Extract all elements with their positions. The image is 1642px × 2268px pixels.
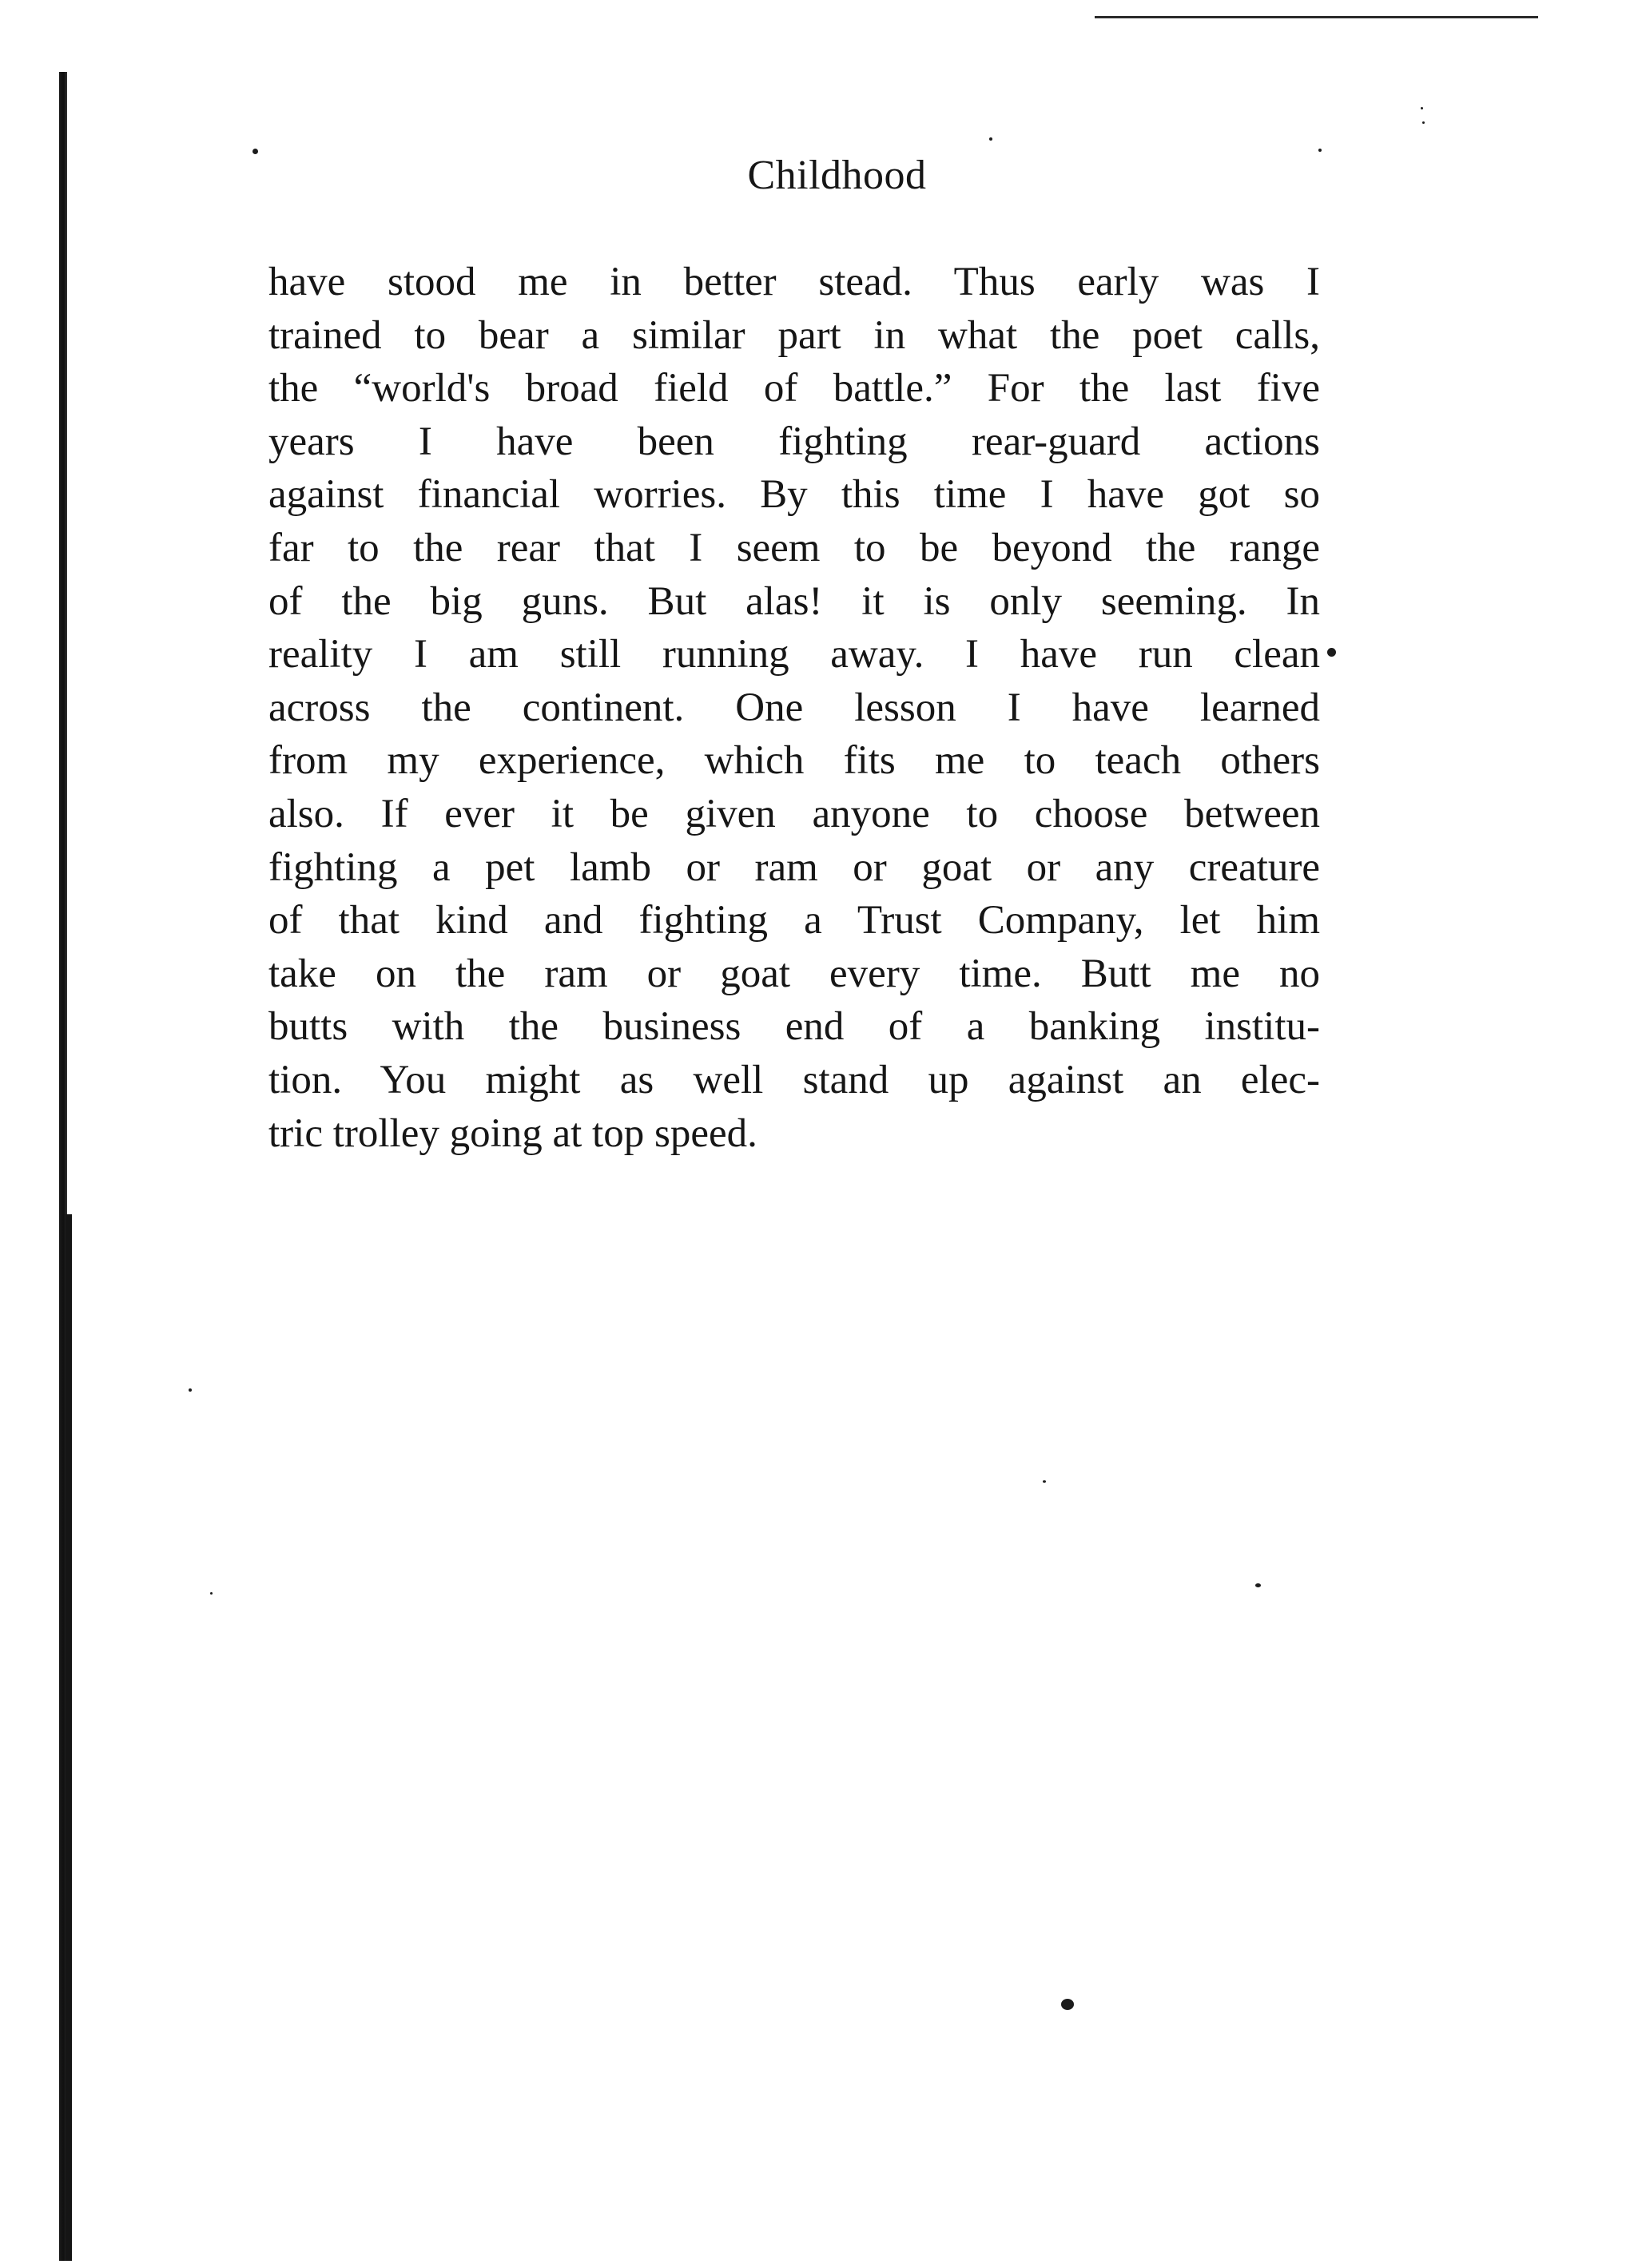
- scan-speck: [1422, 121, 1425, 124]
- running-head-text: Childhood: [747, 153, 927, 198]
- text-line: far to the rear that I seem to be beyond the range: [268, 525, 1320, 570]
- scan-speck: [1255, 1583, 1261, 1587]
- text-line: from my experience, which fits me to teach others: [268, 738, 1320, 784]
- text-line: tion. You might as well stand up against an elec-: [268, 1057, 1320, 1102]
- scan-speck: [1061, 1999, 1074, 2010]
- body-paragraph: [268, 256, 1320, 1160]
- text-line: years I have been fighting rear-guard actions: [268, 419, 1320, 464]
- text-line: the “world's broad field of battle.” For the last five: [268, 366, 1320, 411]
- text-line: also. If ever it be given anyone to choose between: [268, 791, 1320, 836]
- running-head: [0, 152, 1642, 199]
- scan-speck: [1043, 1480, 1046, 1483]
- text-line: take on the ram or goat every time. Butt me no: [268, 951, 1320, 996]
- top-edge-rule: [1095, 16, 1538, 18]
- text-line: have stood me in better stead. Thus early was I: [268, 260, 1320, 304]
- text-line: across the continent. One lesson I have learned: [268, 685, 1320, 730]
- text-line: tric trolley going at top speed.: [268, 1110, 757, 1156]
- text-line: trained to bear a similar part in what the poet calls,: [268, 312, 1320, 358]
- text-line: reality I am still running away. I have run clean: [268, 632, 1320, 677]
- text-line: butts with the business end of a banking institu-: [268, 1004, 1320, 1050]
- text-line: against financial worries. By this time I have got so: [268, 472, 1320, 518]
- scan-speck: [1421, 107, 1423, 109]
- scan-speck: [989, 137, 992, 141]
- text-line: of that kind and fighting a Trust Company, let him: [268, 898, 1320, 943]
- text-line: of the big guns. But alas! it is only seeming. In: [268, 578, 1320, 624]
- binding-shadow-edge-lower: [66, 1214, 72, 2261]
- scan-speck: [210, 1592, 213, 1595]
- scan-speck: [1327, 648, 1336, 657]
- text-line: fighting a pet lamb or ram or goat or any creature: [268, 844, 1320, 890]
- scan-speck: [189, 1388, 192, 1392]
